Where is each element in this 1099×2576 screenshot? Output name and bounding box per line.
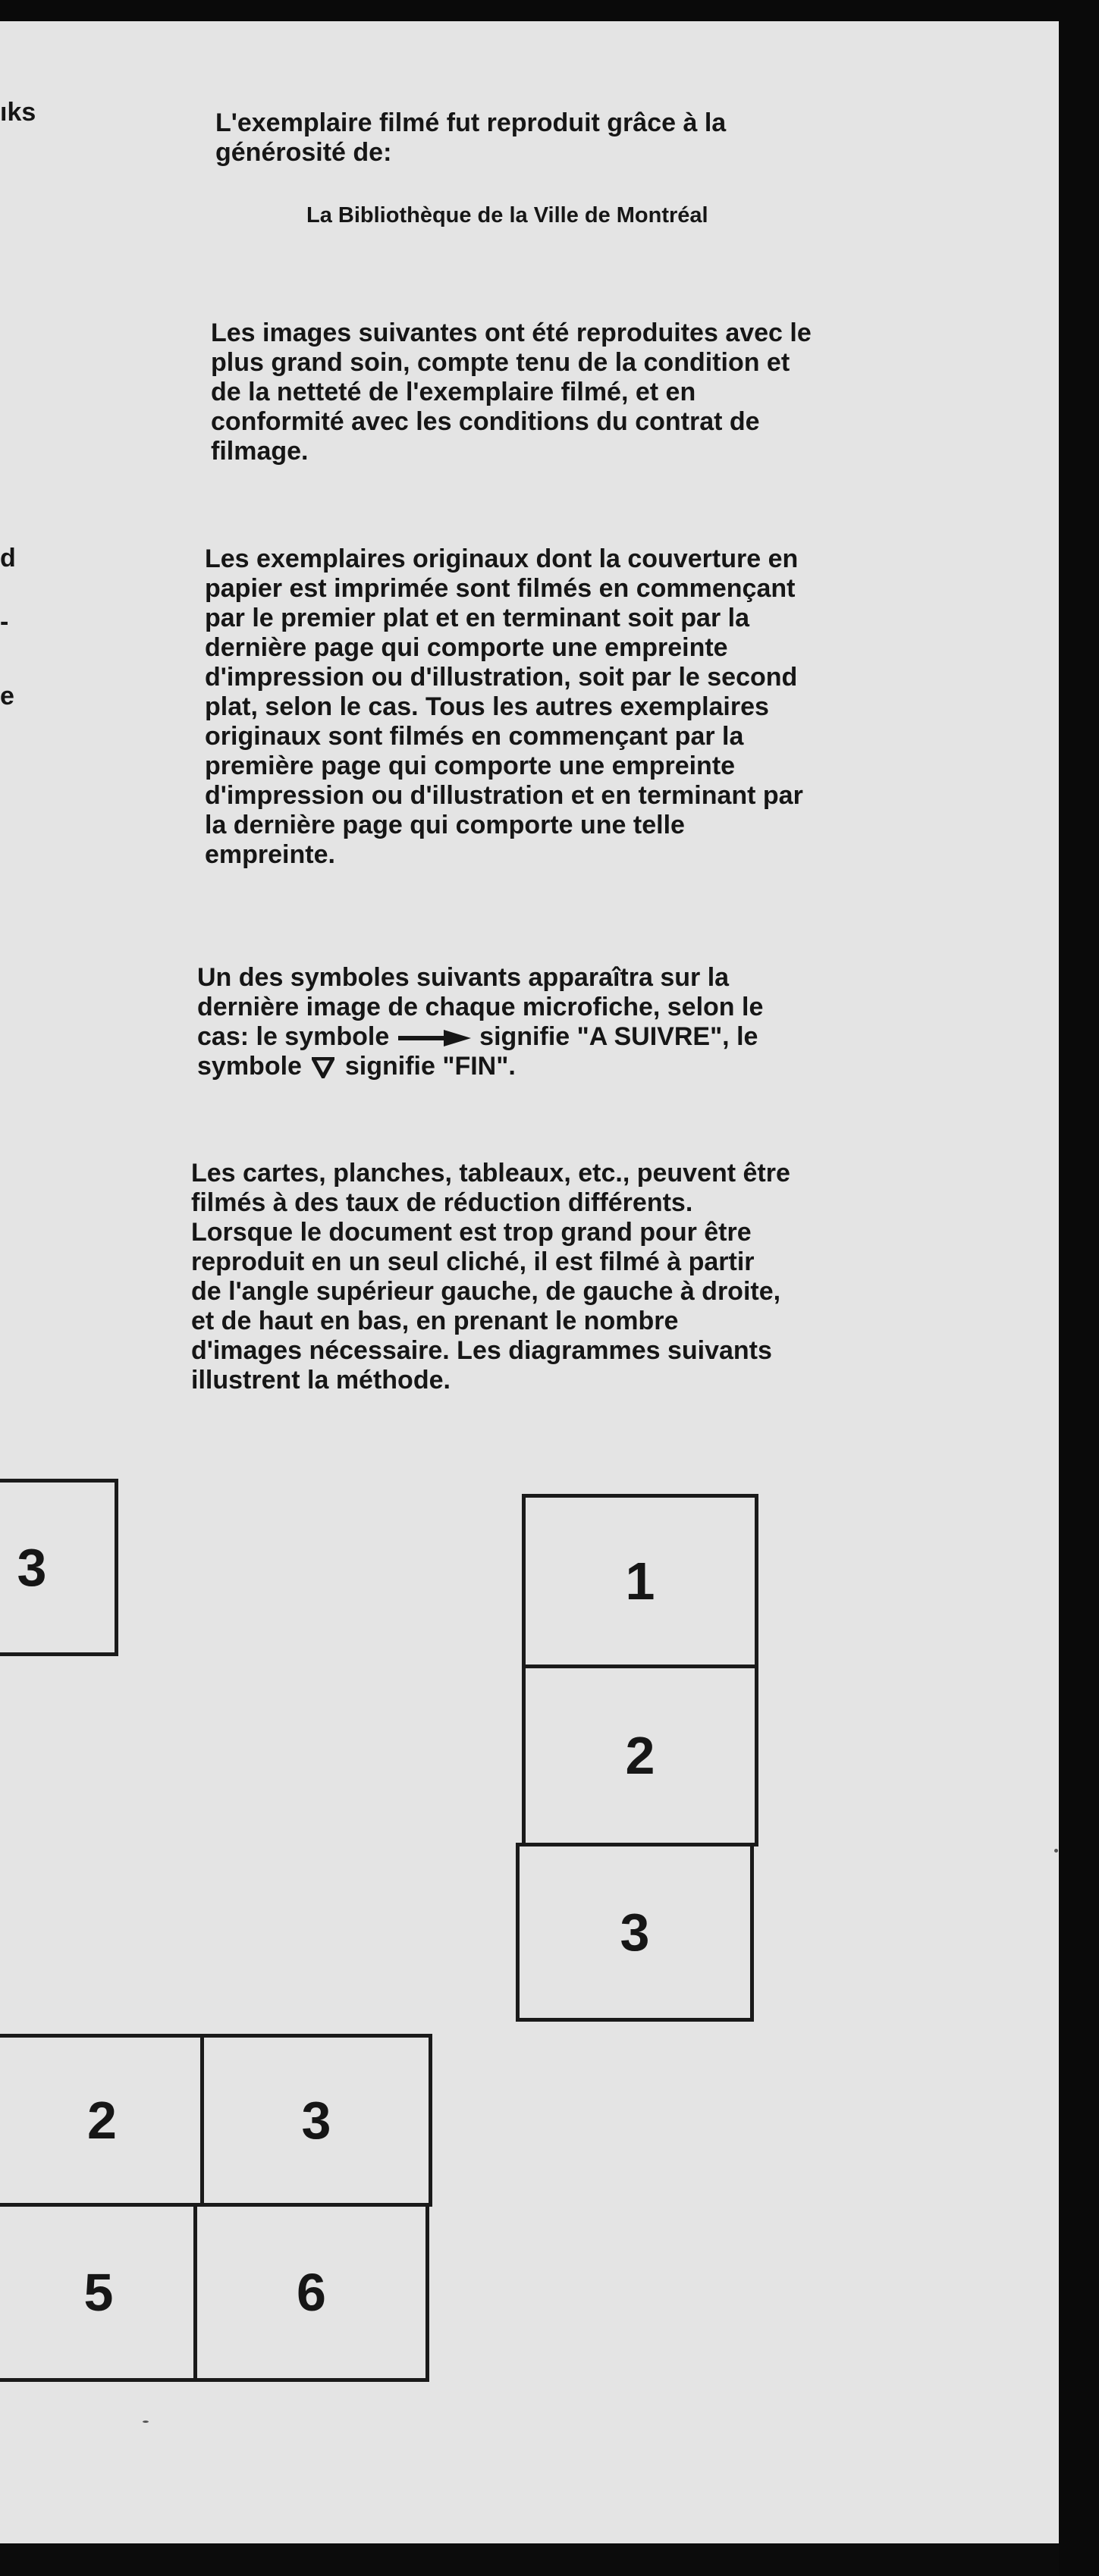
text-line: Un des symboles suivants apparaîtra sur la [197, 963, 730, 992]
text-line: de l'angle supérieur gauche, de gauche à droite, [191, 1277, 781, 1306]
text-line: d'images nécessaire. Les diagrammes suivants [191, 1336, 772, 1365]
triangle-down-icon [312, 1057, 334, 1078]
text-line [197, 1052, 956, 1081]
diagram-cell [522, 1494, 758, 1668]
diagram-number: 1 [625, 1552, 655, 1611]
text-line: Lorsque le document est trop grand pour être [191, 1218, 752, 1247]
header-line: générosité de: [215, 138, 392, 167]
text-segment: symbole [197, 1052, 302, 1081]
text-line: empreinte. [205, 840, 335, 869]
diagram-cell [0, 2203, 197, 2382]
paragraph-maps [191, 1159, 950, 1395]
text-line: papier est imprimée sont filmés en commençant [205, 574, 796, 603]
arrow-right-icon [398, 1030, 471, 1046]
text-line: dernière image de chaque microfiche, selon le [197, 993, 764, 1021]
text-line: originaux sont filmés en commençant par la [205, 722, 744, 751]
top-border [0, 0, 1099, 21]
text-line: Les exemplaires originaux dont la couverture en [205, 544, 799, 573]
diagram-cell [0, 2034, 204, 2207]
margin-fragment: e [0, 682, 14, 711]
text-line: la dernière page qui comporte une telle [205, 811, 685, 839]
diagram-number: 6 [297, 2263, 326, 2322]
text-line: d'impression ou d'illustration, soit par le second [205, 663, 798, 692]
text-segment: signifie "A SUIVRE", le [479, 1022, 758, 1051]
text-line: Les images suivantes ont été reproduites avec le [211, 318, 812, 347]
text-line: filmage. [211, 437, 309, 466]
scan-speck [1054, 1849, 1058, 1853]
text-line: par le premier plat et en terminant soit par la [205, 604, 749, 632]
margin-fragment: - [0, 607, 9, 636]
text-line: plus grand soin, compte tenu de la condition et [211, 348, 790, 377]
text-line: d'impression ou d'illustration et en terminant par [205, 781, 803, 810]
diagram-number: 3 [301, 2091, 331, 2150]
diagram-cell [200, 2034, 432, 2207]
diagram-number: 2 [87, 2091, 117, 2150]
credit-line: La Bibliothèque de la Ville de Montréal [306, 203, 708, 227]
text-segment: cas: le symbole [197, 1022, 390, 1051]
text-line: conformité avec les conditions du contrat de [211, 407, 760, 436]
scan-speck [143, 2421, 149, 2423]
text-line: plat, selon le cas. Tous les autres exemplaires [205, 692, 769, 721]
paragraph-originals [205, 544, 963, 870]
text-segment: signifie "FIN". [344, 1052, 516, 1081]
margin-fragment: d [0, 544, 16, 573]
text-line: première page qui comporte une empreinte [205, 751, 736, 780]
text-line: reproduit en un seul cliché, il est filmé à partir [191, 1247, 755, 1276]
text-line: dernière page qui comporte une empreinte [205, 633, 728, 662]
text-line: illustrent la méthode. [191, 1366, 451, 1395]
diagram-cell [193, 2203, 429, 2382]
paragraph-symbols [197, 963, 956, 1081]
diagram-number: 3 [620, 1903, 650, 1962]
header-line: L'exemplaire filmé fut reproduit grâce à la [215, 108, 727, 137]
diagram-cell [522, 1665, 758, 1846]
diagram-number: 2 [625, 1726, 655, 1785]
document-page [0, 21, 1059, 2543]
text-line: Les cartes, planches, tableaux, etc., peuvent être [191, 1159, 790, 1188]
text-line [197, 1022, 956, 1052]
paragraph-images [211, 318, 969, 466]
text-line: filmés à des taux de réduction différents. [191, 1188, 693, 1217]
film-edge [1059, 0, 1099, 2576]
diagram-cell [516, 1843, 754, 2022]
text-line: de la netteté de l'exemplaire filmé, et en [211, 378, 696, 406]
header-heading [215, 108, 974, 168]
diagram-partial-box [0, 1479, 118, 1656]
margin-fragment: ıks [0, 98, 36, 127]
text-line: et de haut en bas, en prenant le nombre [191, 1307, 679, 1335]
diagram-number: 3 [17, 1538, 47, 1597]
diagram-number: 5 [83, 2263, 114, 2322]
